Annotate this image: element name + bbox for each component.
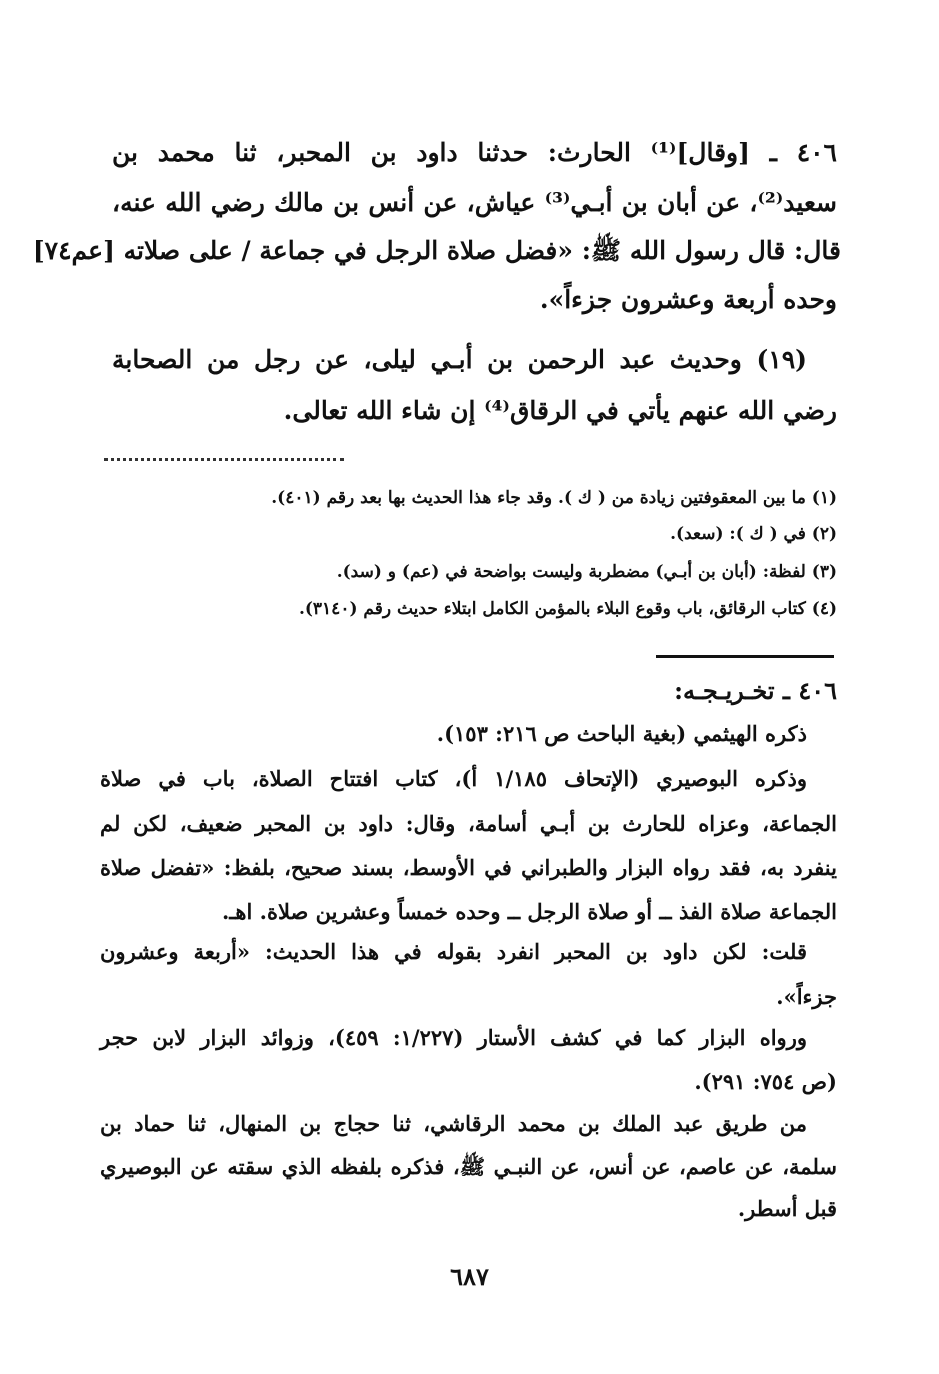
takhrij-line: الجماعة، وعزاه للحارث بن أبـي أسامة، وقال: داود بن المحبر ضعيف، لكن لم [100,811,837,836]
takhrij-line: ينفرد به، فقد رواه البزار والطبراني في الأوسط، بسند صحيح، بلفظ: «تفضل صلاة [100,855,837,880]
takhrij-line: الجماعة صلاة الفذ ــ أو صلاة الرجل ــ وحده خمساً وعشرين صلاة. اهـ. [221,899,837,924]
body-line: وحده أربعة وعشرون جزءاً». [539,285,837,314]
footnote: (٤) كتاب الرقائق، باب وقوع البلاء بالمؤمن الكامل ابتلاء حديث رقم (٣١٤٠). [298,599,837,619]
footnote: (٣) لفظة: (أبان بن أبـي) مضطربة وليست بواضحة في (عم) و (سد). [336,562,837,582]
body-line: رضي الله عنهم يأتي في الرقاق⁽⁴⁾ إن شاء الله تعالى. [283,396,837,425]
body-line: قال: قال رسول الله ﷺ: «فضل صلاة الرجل في جماعة / على صلاته [عم٧٤] [32,236,841,265]
takhrij-line: قلت: لكن داود بن المحبر انفرد بقوله في هذا الحديث: «أربعة وعشرون [100,939,807,964]
takhrij-line: ذكره الهيثمي (بغية الباحث ص ٢١٦: ١٥٣). [436,721,807,746]
footnote: (١) ما بين المعقوفتين زيادة من ( ك ). وقد جاء هذا الحديث بها بعد رقم (٤٠١). [271,488,837,508]
section-rule [656,655,834,658]
footnote: (٢) في ( ك ): (سعد). [670,524,837,544]
takhrij-line: (ص ٧٥٤: ٢٩١). [694,1069,837,1094]
footnote-separator [104,458,344,461]
takhrij-line: سلمة، عن عاصم، عن أنس، عن النبـي ﷺ، فذكره بلفظه الذي سقته عن البوصيري [100,1154,837,1179]
body-line: (١٩) وحديث عبد الرحمن بن أبـي ليلى، عن رجل من الصحابة [112,345,807,374]
takhrij-heading: ٤٠٦ ـ تخـريـجـه: [674,676,837,705]
takhrij-line: جزءاً». [776,984,837,1009]
takhrij-line: من طريق عبد الملك بن محمد الرقاشي، ثنا حجاج بن المنهال، ثنا حماد بن [100,1111,807,1136]
takhrij-line: ورواه البزار كما في كشف الأستار (١/٢٢٧: ٤٥٩)، وزوائد البزار لابن حجر [100,1025,807,1050]
body-line: سعيد⁽²⁾، عن أبان بن أبـي⁽³⁾ عياش، عن أنس بن مالك رضي الله عنه، [112,188,837,217]
takhrij-line: قبل أسطر. [737,1196,837,1221]
page-number: ٦٨٧ [450,1262,489,1291]
body-line: ٤٠٦ ـ [وقال]⁽¹⁾ الحارث: حدثنا داود بن المحبر، ثنا محمد بن [112,138,837,167]
takhrij-line: وذكره البوصيري (الإتحاف ١/١٨٥ أ)، كتاب افتتاح الصلاة، باب في صلاة [100,766,807,791]
